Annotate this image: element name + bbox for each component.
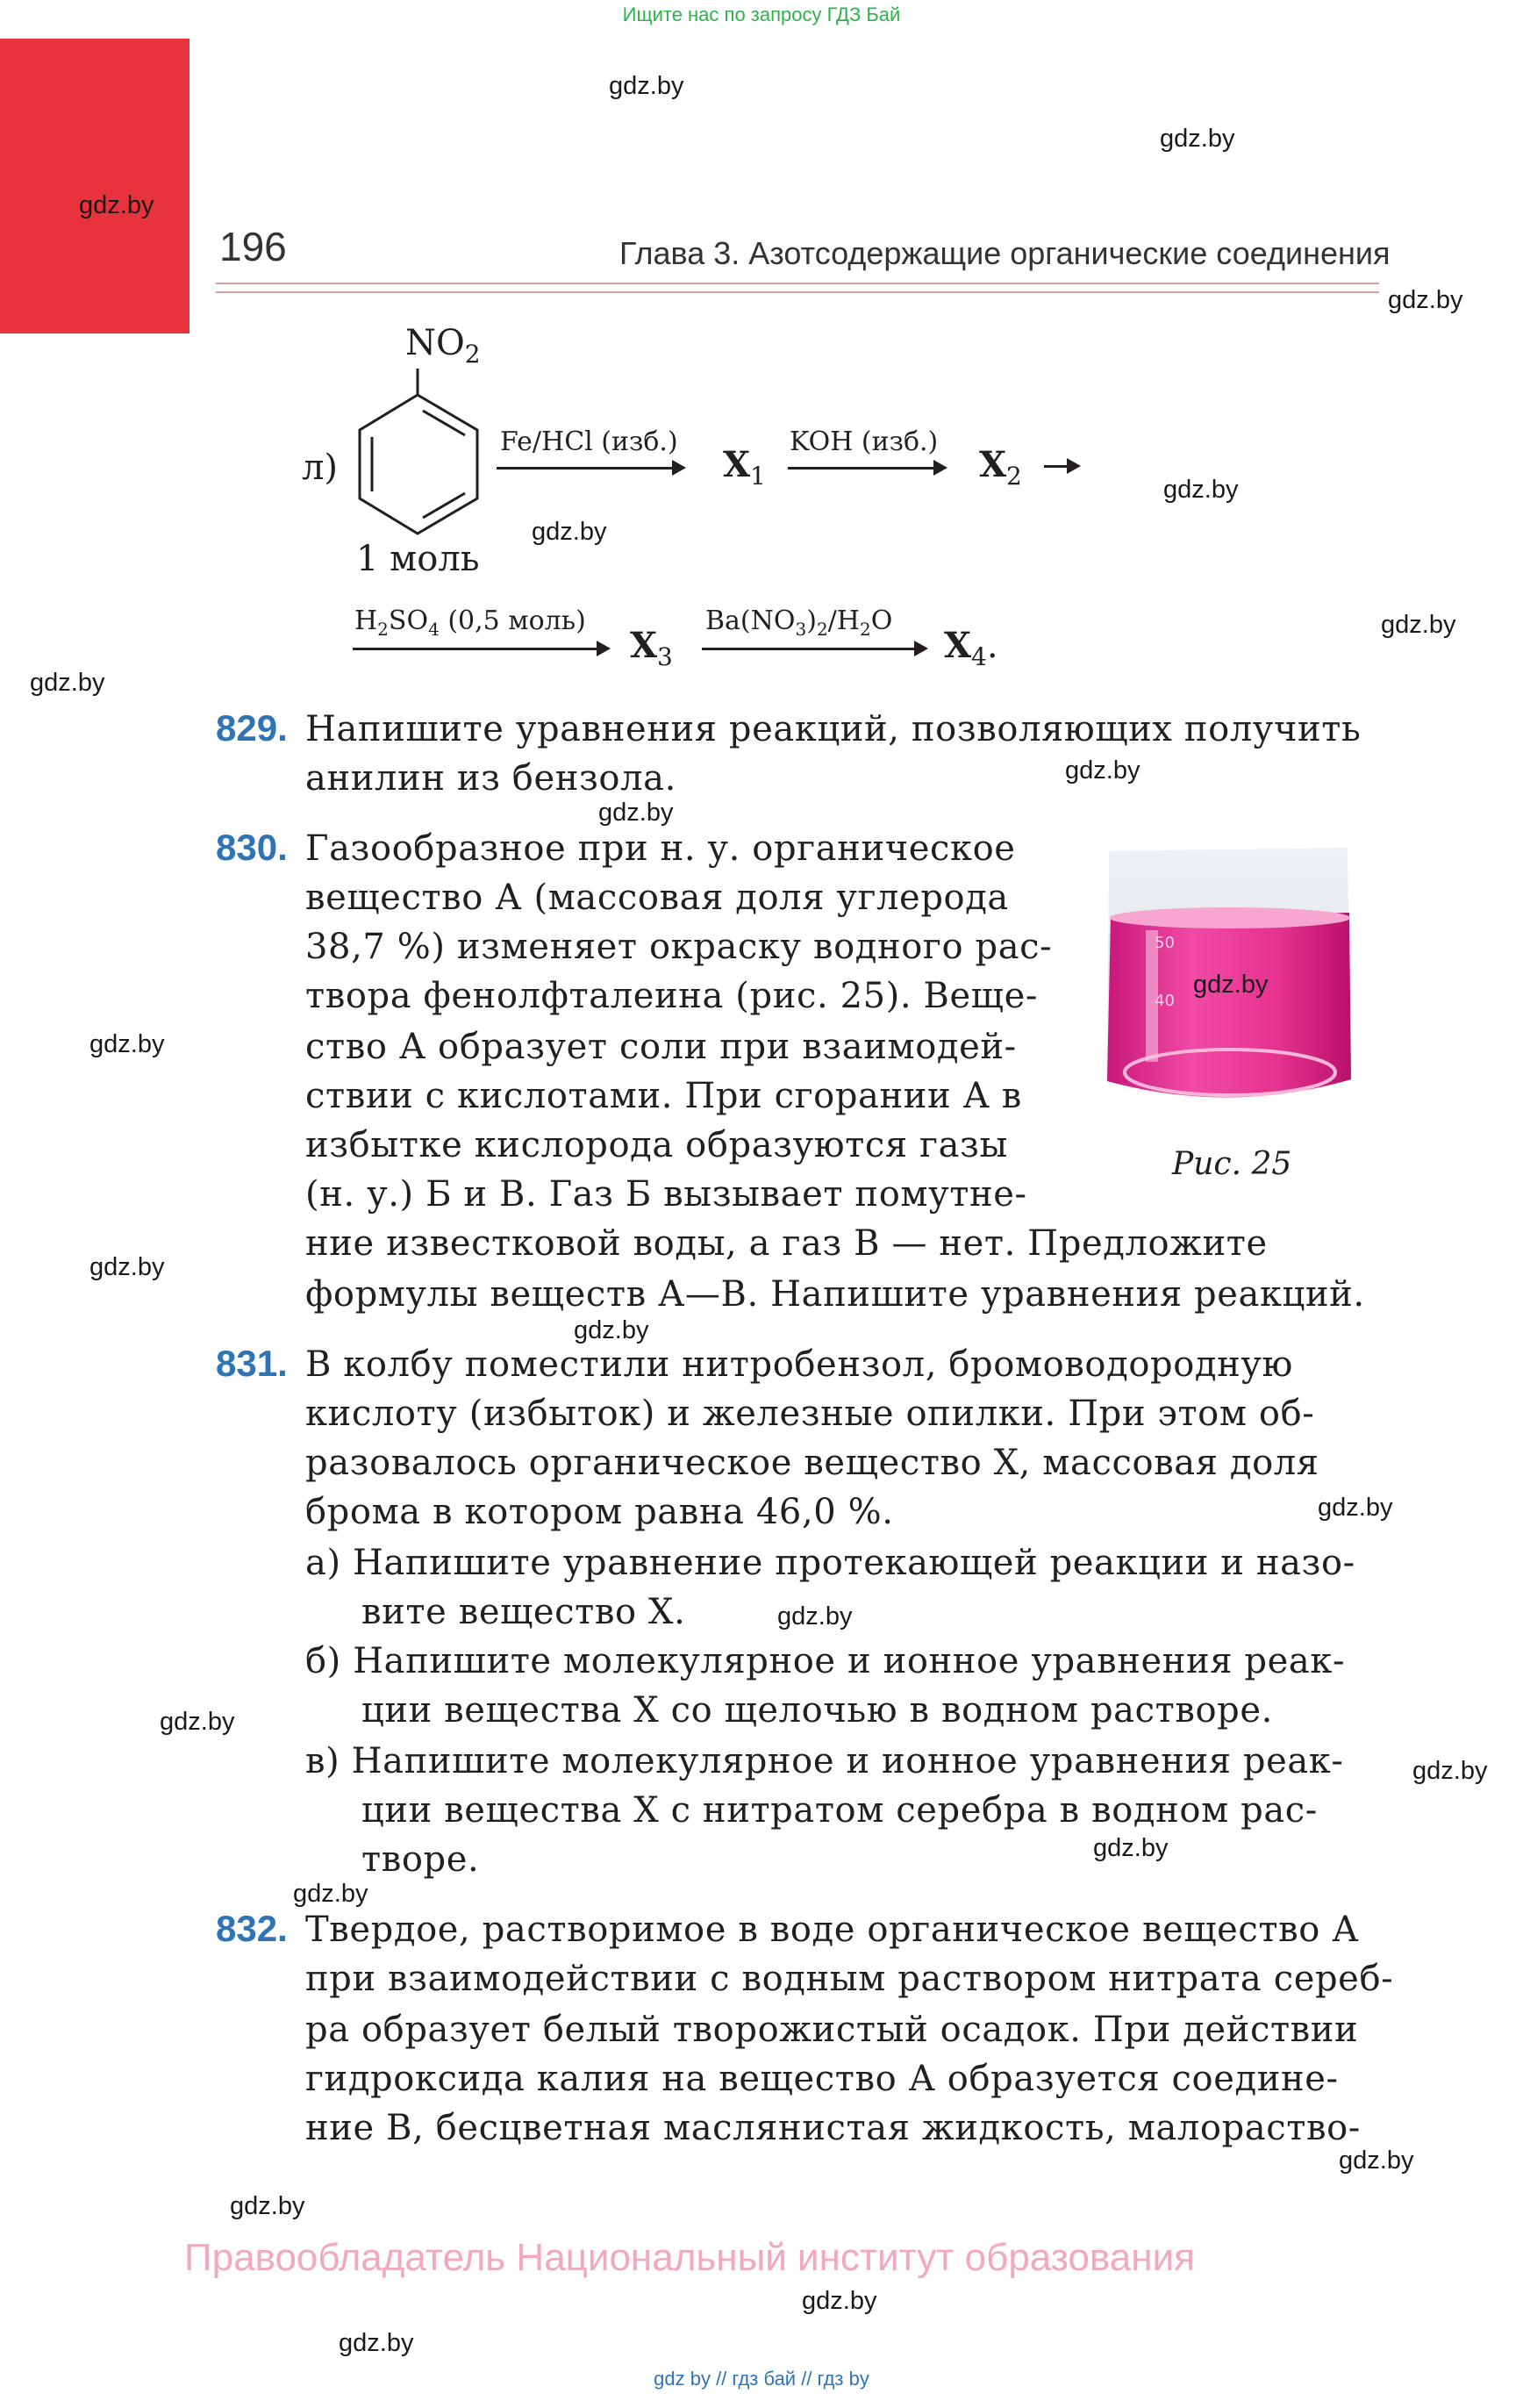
- task-830-line: (н. у.) Б и В. Газ Б вызывает помутне-: [305, 1174, 1027, 1215]
- top-note: Ищите нас по запросу ГДЗ Бай: [622, 4, 901, 25]
- arrow-4: [702, 648, 925, 650]
- task-831-line: вите вещество X.: [361, 1592, 686, 1632]
- arrow-3: [353, 648, 607, 650]
- reagent-1: Fe/HCl (изб.): [500, 426, 678, 457]
- watermark: gdz.by: [339, 2329, 414, 2357]
- task-831-item: б) Напишите молекулярное и ионное уравнения реак-: [305, 1641, 1346, 1681]
- task-831-line: разовалось органическое вещество X, массовая доля: [305, 1443, 1319, 1483]
- watermark: gdz.by: [1065, 756, 1140, 785]
- chapter-title: Глава 3. Азотсодержащие органические соединения: [619, 235, 1391, 271]
- watermark: gdz.by: [89, 1253, 165, 1281]
- header-rule-bottom: [216, 291, 1379, 293]
- task-830-line: формулы веществ А—В. Напишите уравнения реакций.: [305, 1274, 1365, 1315]
- task-830-line: Газообразное при н. у. органическое: [305, 828, 1016, 869]
- task-830-line: избытке кислорода образуются газы: [305, 1125, 1008, 1165]
- product-x3: $X_3$: [630, 625, 673, 671]
- watermark: gdz.by: [1160, 125, 1235, 153]
- watermark: gdz.by: [89, 1030, 165, 1058]
- watermark: gdz.by: [609, 72, 684, 100]
- watermark: gdz.by: [30, 669, 105, 697]
- reagent-2: KOH (изб.): [790, 426, 939, 457]
- arrow-1: [497, 467, 683, 469]
- watermark: gdz.by: [1093, 1834, 1169, 1862]
- watermark: gdz.by: [802, 2287, 877, 2315]
- task-830-line: ние известковой воды, а газ В — нет. Предложите: [305, 1223, 1268, 1264]
- task-829-line: анилин из бензола.: [305, 758, 676, 799]
- page-number: 196: [219, 224, 287, 269]
- task-830-line: ство А образует соли при взаимодей-: [305, 1027, 1017, 1067]
- task-831-line: брома в котором равна 46,0 %.: [305, 1492, 894, 1532]
- task-831-line: ции вещества X с нитратом серебра в водном рас-: [361, 1790, 1318, 1831]
- watermark: gdz.by: [1318, 1494, 1393, 1522]
- arrow-2: [788, 467, 944, 469]
- task-number-830: 830.: [216, 827, 288, 868]
- watermark: gdz.by: [79, 191, 154, 219]
- watermark: gdz.by: [1388, 286, 1463, 314]
- watermark: gdz.by: [1339, 2146, 1414, 2175]
- header-rule-top: [216, 283, 1379, 284]
- reagent-3: $H_2SO_4$ (0,5 моль): [354, 606, 586, 640]
- task-832-line: ра образует белый творожистый осадок. При действии: [305, 2010, 1359, 2050]
- mol-label: 1 моль: [356, 539, 480, 579]
- arrow-continue: [1044, 465, 1077, 468]
- page-color-tab: [0, 39, 189, 333]
- task-832-line: ние В, бесцветная маслянистая жидкость, малораство-: [305, 2108, 1361, 2148]
- watermark: gdz.by: [1163, 476, 1239, 504]
- task-831-line: кислоту (избыток) и железные опилки. При этом об-: [305, 1394, 1315, 1434]
- figure-caption: Рис. 25: [1172, 1146, 1292, 1182]
- task-831-line: В колбу поместили нитробензол, бромоводородную: [305, 1344, 1293, 1385]
- task-830-line: твора фенолфталеина (рис. 25). Веще-: [305, 976, 1038, 1016]
- product-x2: $X_2$: [979, 444, 1022, 491]
- watermark: gdz.by: [532, 518, 607, 546]
- watermark: gdz.by: [1193, 971, 1269, 999]
- svg-text:50: 50: [1155, 934, 1175, 952]
- nitro-group: $NO_2$: [405, 323, 481, 369]
- watermark: gdz.by: [574, 1316, 649, 1344]
- task-831-line: ции вещества X со щелочью в водном растворе.: [361, 1690, 1273, 1731]
- copyright-footer: Правообладатель Национальный институт образования: [184, 2236, 1195, 2279]
- task-832-line: гидроксида калия на вещество А образуется соедине-: [305, 2059, 1339, 2099]
- svg-text:40: 40: [1155, 992, 1175, 1010]
- task-830-line: 38,7 %) изменяет окраску водного рас-: [305, 927, 1053, 967]
- watermark: gdz.by: [230, 2192, 305, 2220]
- task-831-item: а) Напишите уравнение протекающей реакции и назо-: [305, 1543, 1355, 1583]
- benzene-ring-icon: [354, 369, 495, 544]
- reagent-4: $Ba(NO_3)_2/H_2O$: [705, 606, 893, 640]
- product-x1: $X_1$: [723, 444, 766, 491]
- task-832-line: при взаимодействии с водным раствором нитрата сереб-: [305, 1959, 1394, 1999]
- task-number-829: 829.: [216, 707, 288, 749]
- watermark: gdz.by: [777, 1602, 853, 1630]
- watermark: gdz.by: [598, 799, 674, 827]
- task-831-item: в) Напишите молекулярное и ионное уравнения реак-: [305, 1741, 1344, 1781]
- task-829-line: Напишите уравнения реакций, позволяющих получить: [305, 709, 1362, 749]
- bottom-links[interactable]: gdz by // гдз бай // гдз by: [654, 2368, 869, 2390]
- task-831-line: творе.: [361, 1839, 480, 1880]
- watermark: gdz.by: [160, 1708, 235, 1736]
- task-number-831: 831.: [216, 1343, 288, 1384]
- scheme-label: л): [302, 448, 339, 488]
- task-number-832: 832.: [216, 1908, 288, 1949]
- task-830-line: вещество А (массовая доля углерода: [305, 878, 1009, 918]
- task-830-line: ствии с кислотами. При сгорании А в: [305, 1076, 1022, 1116]
- product-x4: $X_4$.: [944, 625, 998, 671]
- watermark: gdz.by: [1412, 1757, 1488, 1785]
- watermark: gdz.by: [293, 1880, 368, 1908]
- task-832-line: Твердое, растворимое в воде органическое вещество А: [305, 1910, 1360, 1950]
- watermark: gdz.by: [1381, 611, 1456, 639]
